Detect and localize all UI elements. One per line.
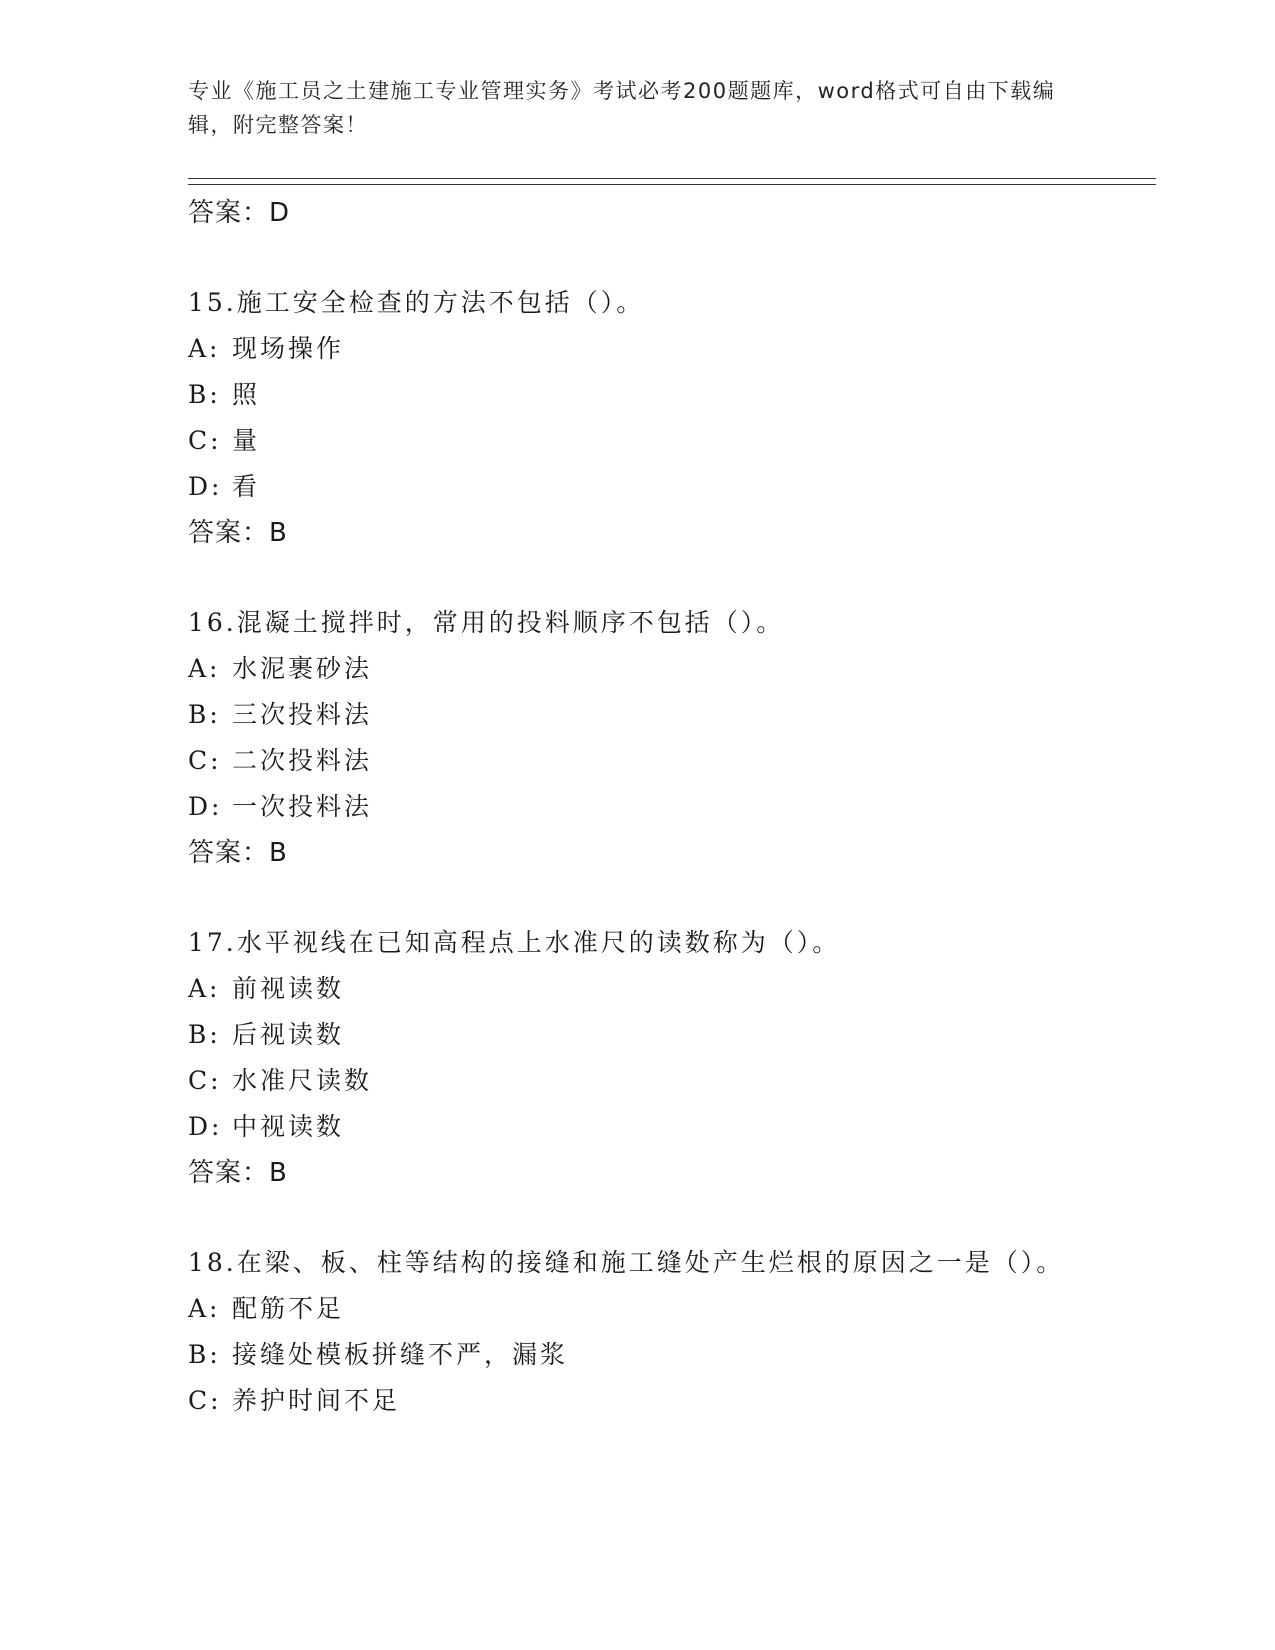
question-block xyxy=(188,1240,1088,1424)
answer-option xyxy=(188,1286,1088,1332)
option-letter: B: xyxy=(188,1340,221,1369)
option-letter: D: xyxy=(188,1112,223,1141)
option-letter: C: xyxy=(188,1386,222,1415)
answer-option xyxy=(188,464,1088,510)
option-text: 一次投料法 xyxy=(232,792,373,821)
option-letter: A: xyxy=(188,654,221,683)
answer-option xyxy=(188,1332,1088,1378)
option-text: 接缝处模板拼缝不严，漏浆 xyxy=(232,1340,569,1369)
answer-option xyxy=(188,1058,1088,1104)
answer-option xyxy=(188,692,1088,738)
answer-option xyxy=(188,784,1088,830)
question-block xyxy=(188,280,1088,556)
header-divider-bottom xyxy=(188,184,1156,185)
option-letter: A: xyxy=(188,974,221,1003)
answer-line: 答案：B xyxy=(188,518,288,548)
option-text: 前视读数 xyxy=(232,974,345,1003)
answer-option xyxy=(188,966,1088,1012)
question-stem: 16.混凝土搅拌时，常用的投料顺序不包括（）。 xyxy=(188,608,785,637)
answer-option xyxy=(188,646,1088,692)
answer-option xyxy=(188,326,1088,372)
option-text: 现场操作 xyxy=(232,334,345,363)
answer-option xyxy=(188,372,1088,418)
option-text: 三次投料法 xyxy=(232,700,373,729)
option-text: 水泥裹砂法 xyxy=(232,654,373,683)
option-text: 二次投料法 xyxy=(232,746,373,775)
question-block xyxy=(188,920,1088,1196)
question-list xyxy=(188,190,1088,1468)
answer-line: 答案：B xyxy=(188,1158,288,1188)
option-text: 水准尺读数 xyxy=(232,1066,373,1095)
option-text: 养护时间不足 xyxy=(232,1386,401,1415)
answer-option xyxy=(188,738,1088,784)
option-letter: D: xyxy=(188,792,223,821)
answer-option xyxy=(188,1012,1088,1058)
option-text: 看 xyxy=(232,472,261,501)
option-text: 配筋不足 xyxy=(232,1294,345,1323)
option-letter: B: xyxy=(188,700,221,729)
option-letter: C: xyxy=(188,1066,222,1095)
question-block xyxy=(188,600,1088,876)
option-text: 中视读数 xyxy=(232,1112,345,1141)
option-text: 量 xyxy=(232,426,261,455)
option-letter: D: xyxy=(188,472,223,501)
option-text: 后视读数 xyxy=(232,1020,345,1049)
answer-line: 答案：B xyxy=(188,838,288,868)
option-letter: C: xyxy=(188,426,222,455)
option-letter: A: xyxy=(188,334,221,363)
questions-container xyxy=(188,280,1088,1424)
option-letter: A: xyxy=(188,1294,221,1323)
answer-line: 答案：D xyxy=(188,198,291,228)
question-stem: 17.水平视线在已知高程点上水准尺的读数称为（）。 xyxy=(188,928,841,957)
page-header: 专业《施工员之土建施工专业管理实务》考试必考200题题库，word格式可自由下载编辑，附完整答案！ xyxy=(188,79,1056,137)
answer-option xyxy=(188,1378,1088,1424)
answer-option xyxy=(188,418,1088,464)
question-stem: 18.在梁、板、柱等结构的接缝和施工缝处产生烂根的原因之一是（）。 xyxy=(188,1248,1065,1277)
header-divider-top xyxy=(188,178,1156,179)
option-text: 照 xyxy=(232,380,261,409)
answer-option xyxy=(188,1104,1088,1150)
option-letter: B: xyxy=(188,380,221,409)
question-stem: 15.施工安全检查的方法不包括（）。 xyxy=(188,288,645,317)
option-letter: B: xyxy=(188,1020,221,1049)
option-letter: C: xyxy=(188,746,222,775)
